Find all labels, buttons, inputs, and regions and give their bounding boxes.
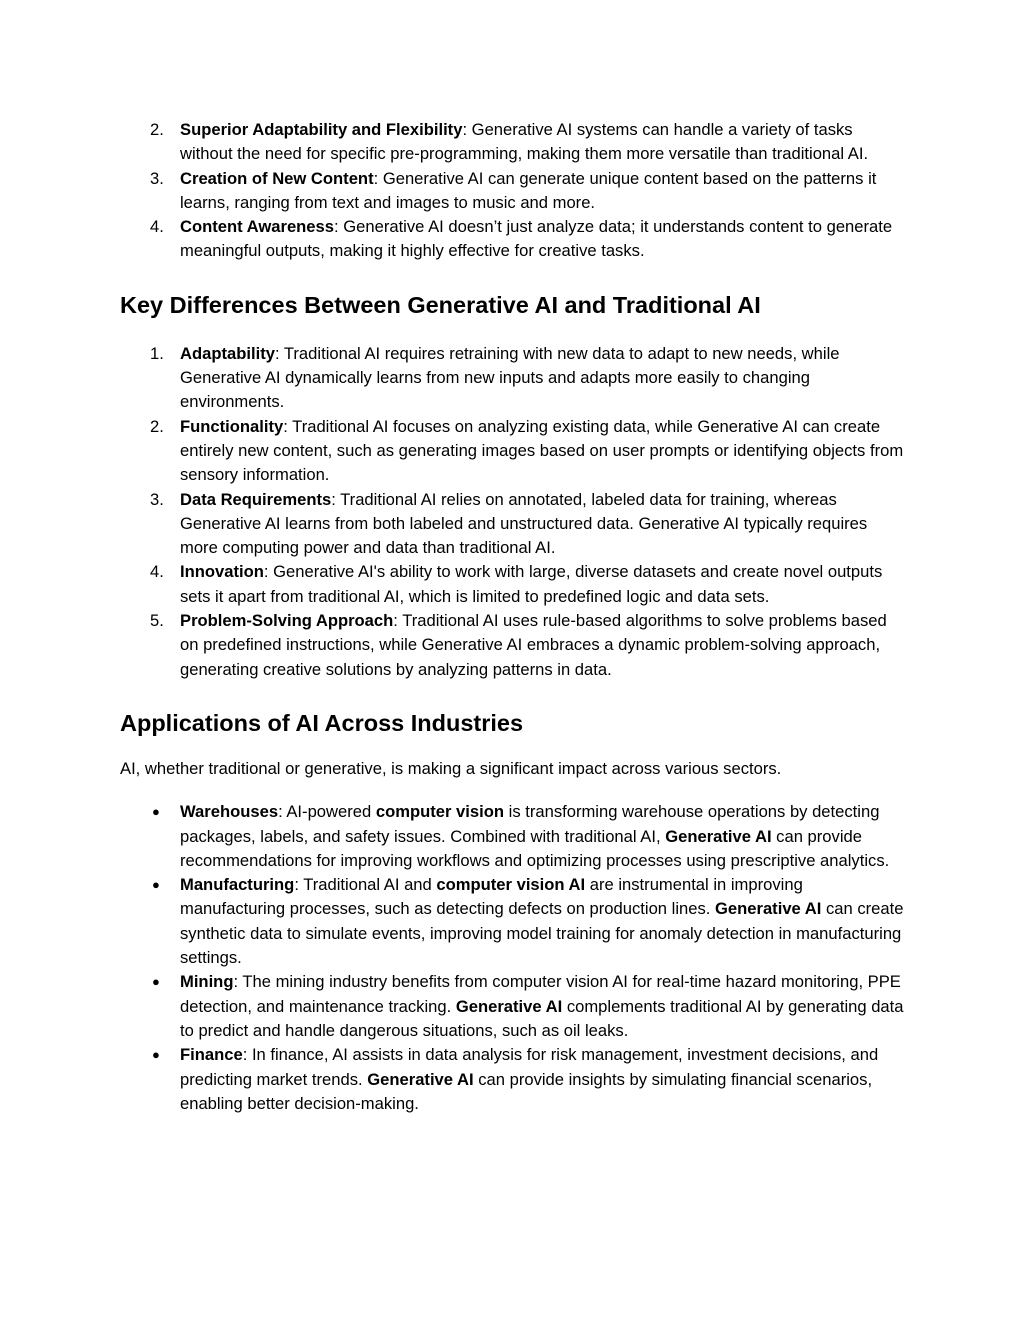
applications-bullet-list	[120, 800, 906, 1116]
bold-term: Finance	[180, 1045, 243, 1065]
list-item-adaptability-flexibility	[120, 118, 906, 167]
text-run: complements traditional AI by generating data to predict and handle dangerous situations, such as oil leaks.	[180, 996, 904, 1040]
list-item-innovation	[120, 560, 906, 609]
list-item-new-content	[120, 167, 906, 216]
list-item-term: Functionality	[180, 416, 284, 436]
list-item-adaptability	[120, 342, 906, 415]
text-run: : AI-powered	[278, 802, 376, 822]
list-item-manufacturing	[120, 873, 906, 970]
list-number: 5.	[150, 611, 164, 631]
list-item-term: Data Requirements	[180, 489, 332, 509]
differences-numbered-list	[120, 342, 906, 682]
bold-term: Generative AI	[665, 826, 772, 846]
list-item-text: : Generative AI doesn’t just analyze data; it understands content to generate meaningful outputs, making it highly effective for creative tasks.	[180, 217, 893, 261]
differences-heading: Key Differences Between Generative AI and Traditional AI	[120, 291, 761, 318]
list-item-content-awareness	[120, 215, 906, 264]
bold-term: Warehouses	[180, 802, 279, 822]
list-item-text: : Generative AI systems can handle a variety of tasks without the need for specific pre-programming, making them more versatile than traditional AI.	[180, 120, 869, 164]
list-number: 4.	[150, 562, 164, 582]
list-item-text	[180, 1045, 878, 1113]
list-item-term: Adaptability	[180, 343, 275, 363]
list-item-problem-solving	[120, 609, 906, 682]
list-item-term: Innovation	[180, 562, 264, 582]
list-item-text	[180, 802, 889, 870]
text-run: can create synthetic data to simulate events, improving model training for anomaly detection in manufacturing settings.	[180, 899, 904, 968]
list-item-text: : Traditional AI relies on annotated, labeled data for training, whereas Generative AI learns from both labeled and unstructured data. Generative AI typically requires more computing power and data than traditional AI.	[180, 489, 868, 558]
text-run: can provide recommendations for improving workflows and optimizing processes using prescriptive analytics.	[180, 826, 890, 870]
bullet-icon: ●	[152, 974, 160, 990]
text-run: can provide insights by simulating financial scenarios, enabling better decision-making.	[180, 1069, 873, 1113]
text-run: : In finance, AI assists in data analysis for risk management, investment decisions, and predicting market trends.	[180, 1045, 879, 1089]
bold-term: Manufacturing	[180, 875, 295, 895]
list-number: 3.	[150, 489, 164, 509]
bold-term: Mining	[180, 972, 234, 992]
list-item-text: : Traditional AI uses rule-based algorithms to solve problems based on predefined instructions, while Generative AI embraces a dynamic problem-solving approach, generating creative solutions by analyzing patterns in data.	[180, 611, 887, 679]
list-number: 3.	[150, 168, 164, 188]
bullet-icon: ●	[152, 804, 160, 820]
bold-term: Generative AI	[367, 1069, 474, 1089]
list-number: 1.	[150, 343, 164, 363]
list-item-text: : Generative AI can generate unique content based on the patterns it learns, ranging from text and images to music and more.	[180, 168, 877, 212]
list-item-warehouses	[120, 800, 906, 873]
text-run: : Traditional AI and	[294, 875, 437, 895]
list-number: 2.	[150, 120, 164, 139]
text-run: : The mining industry benefits from computer vision AI for real-time hazard monitoring, PPE detection, and maintenance tracking.	[180, 972, 901, 1016]
bold-term: Generative AI	[455, 996, 563, 1016]
list-item-text	[180, 875, 903, 967]
applications-intro-paragraph: AI, whether traditional or generative, is making a significant impact across various sectors.	[120, 758, 782, 778]
list-item-text: : Generative AI's ability to work with large, diverse datasets and create novel outputs sets it apart from traditional AI, which is limited to predefined logic and data sets.	[180, 562, 883, 606]
list-item-mining	[120, 970, 906, 1043]
list-number: 2.	[150, 416, 164, 436]
text-run: is transforming warehouse operations by detecting packages, labels, and safety issues. Combined with traditional AI,	[180, 802, 880, 846]
bold-term: computer vision	[375, 802, 505, 822]
bullet-icon: ●	[152, 877, 160, 893]
list-number: 4.	[150, 217, 164, 237]
list-item-term: Problem-Solving Approach	[180, 611, 394, 631]
list-item-term: Creation of New Content	[180, 168, 374, 188]
list-item-finance	[120, 1043, 906, 1116]
list-item-text: : Traditional AI focuses on analyzing existing data, while Generative AI can create entirely new content, such as generating images based on user prompts or identifying objects from sensory information.	[180, 416, 904, 485]
list-item-functionality	[120, 415, 906, 488]
list-item-text: : Traditional AI requires retraining with new data to adapt to new needs, while Generative AI dynamically learns from new inputs and adapts more easily to changing environments.	[180, 343, 840, 412]
list-item-term: Superior Adaptability and Flexibility	[180, 120, 463, 139]
applications-heading: Applications of AI Across Industries	[120, 709, 524, 736]
bold-term: computer vision AI	[436, 875, 586, 895]
bold-term: Generative AI	[715, 899, 822, 919]
bullet-icon: ●	[152, 1047, 160, 1063]
text-run: are instrumental in improving manufacturing processes, such as detecting defects on production lines.	[180, 875, 803, 919]
list-item-term: Content Awareness	[180, 217, 334, 237]
list-item-text	[180, 972, 904, 1040]
list-item-data-requirements	[120, 488, 906, 561]
intro-numbered-list	[120, 118, 906, 264]
